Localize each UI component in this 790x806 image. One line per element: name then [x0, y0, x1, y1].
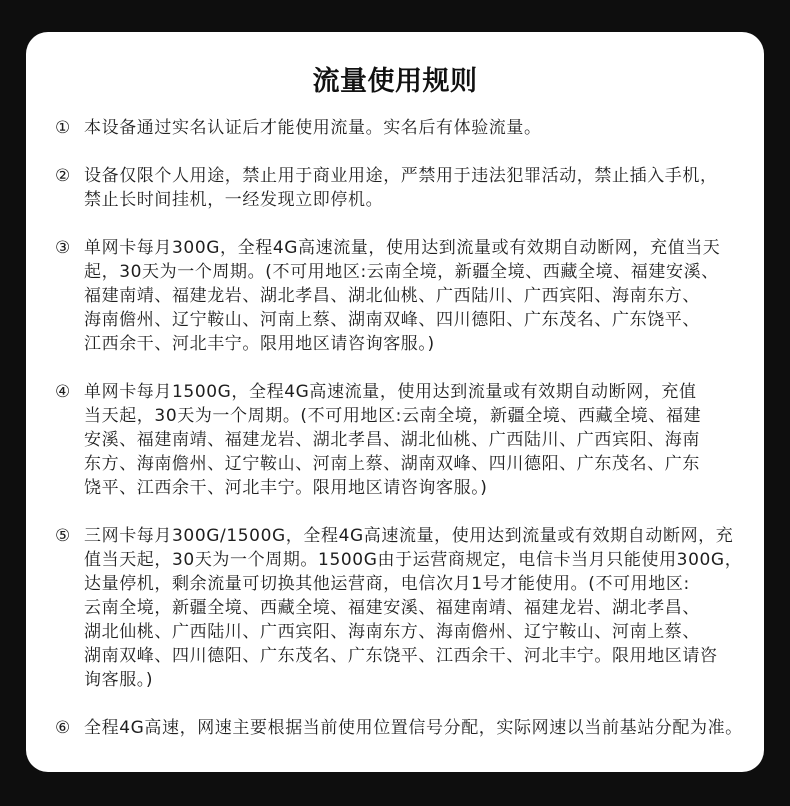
- rule-text-line: 达量停机，剩余流量可切换其他运营商，电信次月1号才能使用。(不可用地区:: [84, 574, 690, 594]
- rule-text: [84, 236, 756, 356]
- rule-text-line: 安溪、福建南靖、福建龙岩、湖北孝昌、湖北仙桃、广西陆川、广西宾阳、海南: [84, 430, 700, 450]
- rule-item-5: [55, 524, 756, 692]
- rule-number: ①: [55, 118, 71, 138]
- rule-item-2: [55, 164, 756, 212]
- rule-text-line: 江西余干、河北丰宁。限用地区请咨询客服。): [84, 334, 435, 354]
- rule-text-line: 湖北仙桃、广西陆川、广西宾阳、海南东方、海南儋州、辽宁鞍山、河南上蔡、: [84, 622, 700, 642]
- rules-list: [26, 116, 764, 740]
- rule-text-line: 福建南靖、福建龙岩、湖北孝昌、湖北仙桃、广西陆川、广西宾阳、海南东方、: [84, 286, 700, 306]
- rule-text-line: 起，30天为一个周期。(不可用地区:云南全境，新疆全境、西藏全境、福建安溪、: [84, 262, 719, 282]
- rule-item-3: [55, 236, 756, 356]
- page-title: 流量使用规则: [312, 66, 478, 97]
- rule-item-6: [55, 716, 756, 740]
- rule-item-1: [55, 116, 756, 140]
- rule-text-line: 全程4G高速，网速主要根据当前使用位置信号分配，实际网速以当前基站分配为准。: [84, 718, 743, 738]
- rule-text: [84, 716, 756, 740]
- rules-card: [26, 32, 764, 772]
- rule-number: ③: [55, 238, 71, 258]
- rule-text-line: 本设备通过实名认证后才能使用流量。实名后有体验流量。: [84, 118, 542, 138]
- rule-text-line: 海南儋州、辽宁鞍山、河南上蔡、湖南双峰、四川德阳、广东茂名、广东饶平、: [84, 310, 700, 330]
- rule-text-line: 东方、海南儋州、辽宁鞍山、河南上蔡、湖南双峰、四川德阳、广东茂名、广东: [84, 454, 700, 474]
- rule-text: [84, 164, 756, 212]
- rule-text-line: 当天起，30天为一个周期。(不可用地区:云南全境，新疆全境、西藏全境、福建: [84, 406, 702, 426]
- rule-text-line: 三网卡每月300G/1500G，全程4G高速流量，使用达到流量或有效期自动断网，充: [84, 526, 734, 546]
- rule-text-line: 禁止长时间挂机，一经发现立即停机。: [84, 190, 384, 210]
- rule-text: [84, 116, 756, 140]
- rule-number: ⑤: [55, 526, 71, 546]
- rule-item-4: [55, 380, 756, 500]
- rule-text-line: 值当天起，30天为一个周期。1500G由于运营商规定，电信卡当月只能使用300G，: [84, 550, 743, 570]
- rule-text: [84, 380, 756, 500]
- rule-text-line: 单网卡每月300G，全程4G高速流量，使用达到流量或有效期自动断网，充值当天: [84, 238, 721, 258]
- rule-number: ④: [55, 382, 71, 402]
- rule-text-line: 云南全境，新疆全境、西藏全境、福建安溪、福建南靖、福建龙岩、湖北孝昌、: [84, 598, 700, 618]
- rule-number: ⑥: [55, 718, 71, 738]
- rule-text-line: 询客服。): [84, 670, 154, 690]
- rule-text-line: 饶平、江西余干、河北丰宁。限用地区请咨询客服。): [84, 478, 488, 498]
- rule-text-line: 湖南双峰、四川德阳、广东茂名、广东饶平、江西余干、河北丰宁。限用地区请咨: [84, 646, 718, 666]
- rule-text: [84, 524, 756, 692]
- rule-text-line: 设备仅限个人用途，禁止用于商业用途，严禁用于违法犯罪活动，禁止插入手机，: [84, 166, 718, 186]
- rule-text-line: 单网卡每月1500G，全程4G高速流量，使用达到流量或有效期自动断网，充值: [84, 382, 697, 402]
- rule-number: ②: [55, 166, 71, 186]
